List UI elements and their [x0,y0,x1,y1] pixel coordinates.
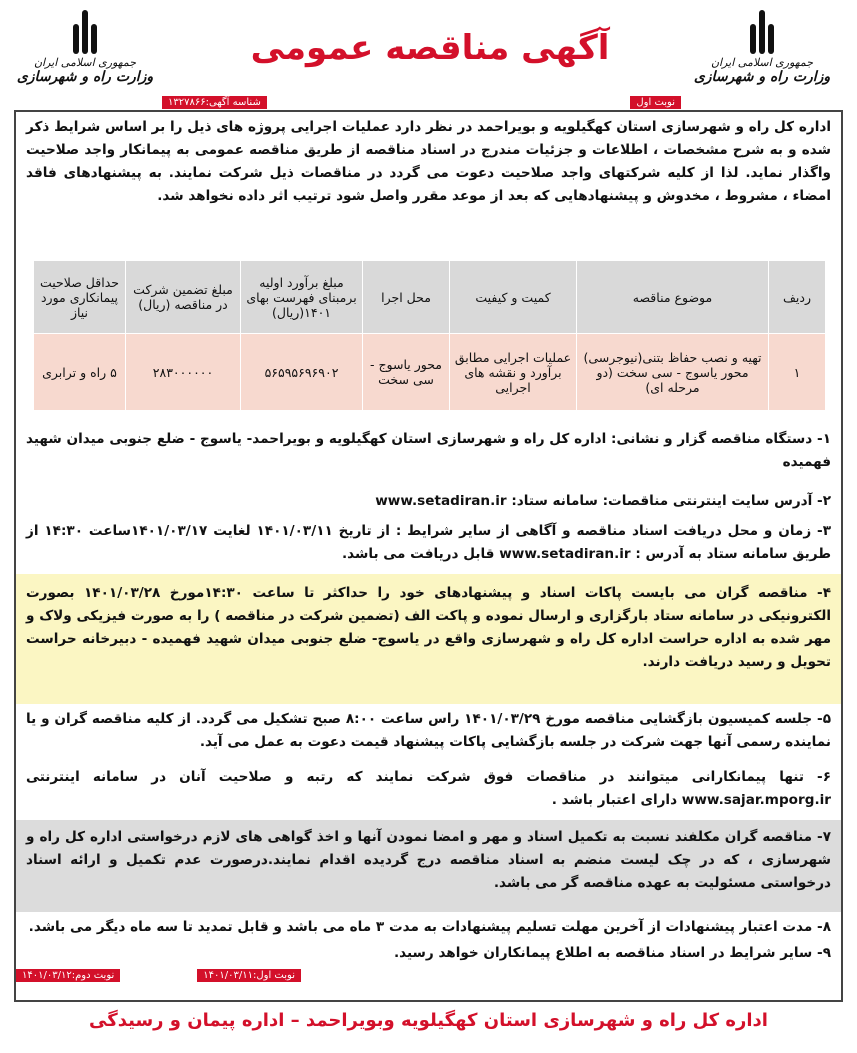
table-header-cell: حداقل صلاحیت پیمانکاری مورد نیاز [34,261,126,334]
logo-ministry-text: وزارت راه و شهرسازی [693,69,831,85]
clause-3 [26,520,831,566]
clause-text: مورخ ۱۴۰۱/۰۳/۲۹ راس ساعت ۸:۰۰ صبح تشکیل می گردد. از کلیه مناقصه گران و یا نماینده رسمی آنها جهت شرکت در جلسه بازگشایی پاکات پیشنهاد قیمت دعوت به عمل می آید. [26,711,831,750]
logo-ministry-text: وزارت راه و شهرسازی [16,69,154,85]
notice-id-badge: شناسه آگهی:۱۳۲۷۸۶۶ [162,96,267,109]
header-logo-left [10,8,160,85]
table-header-cell: محل اجرا [363,261,450,334]
clause-1 [26,428,831,474]
clause-label: ۲- آدرس سایت اینترنتی مناقصات: [602,493,831,509]
table-cell: عملیات اجرایی مطابق برآورد و نقشه های اجرایی [450,334,577,411]
table-header-cell: مبلغ تضمین شرکت در مناقصه (ریال) [126,261,241,334]
table-header-row [34,261,826,334]
clause-label: ۱- دستگاه مناقصه گزار و نشانی: [611,431,831,447]
clause-text: ۶- تنها پیمانکارانی میتوانند در مناقصات فوق شرکت نمایند که رتبه و صلاحیت آنان در سامانه اینترنتی www.sajar.mporg.ir دارای اعتبار باشد . [26,769,831,808]
table-cell: محور یاسوج - سی سخت [363,334,450,411]
clause-9 [26,942,831,965]
clause-6 [26,766,831,812]
intro-paragraph: اداره کل راه و شهرسازی استان کهگیلویه و بویراحمد در نظر دارد عملیات اجرایی پروژه های ذیل را بر اساس شرایط ذکر شده و به شرح مشخصات ، اطلاعات و جزئیات مندرج در اسناد مناقصه از طریق مناقصه عمومی به پیمانکار واجد صلاحیت واگذار نماید. لذا از کلیه شرکتهای واجد صلاحیت دعوت می گردد در مناقصات ذیل شرکت نمایند. به پیشنهادهای فاقد امضاء ، مشروط ، مخدوش و پیشنهادهایی که بعد از موعد مقرر واصل شود ترتیب اثر داده نخواهد شد. [26,119,831,204]
clause-text: ۸- مدت اعتبار پیشنهادات از آخرین مهلت تسلیم پیشنهادات به مدت ۳ ماه می باشد و قابل تمدید تا سه ماه دیگر می باشد. [28,919,831,935]
table-row [34,334,826,411]
table-header-cell: موضوع مناقصه [577,261,769,334]
clause-text: : از تاریخ ۱۴۰۱/۰۳/۱۱ لغایت ۱۴۰۱/۰۳/۱۷ساعت ۱۴:۳۰ از طریق سامانه ستاد به آدرس : www.setadiran.ir قابل دریافت می باشد. [26,523,831,562]
clause-text: ۹- سایر شرایط در اسناد مناقصه به اطلاع پیمانکاران خواهد رسید. [393,945,831,961]
round-badge: نوبت اول [630,96,681,109]
issuer-line: اداره کل راه و شهرسازی استان کهگیلویه وبویراحمد – اداره پیمان و رسیدگی [89,1010,768,1031]
table-cell: ۵ راه و ترابری [34,334,126,411]
second-round-date: نوبت دوم:۱۴۰۱/۰۳/۱۲ [16,969,120,982]
table-cell: ۵۶۵۹۵۶۹۶۹۰۲ [241,334,363,411]
table-header-cell: مبلغ برآورد اولیه برمبنای فهرست بهای ۱۴۰۱(ریال) [241,261,363,334]
clause-label: ۳- زمان و محل دریافت اسناد مناقصه و آگاهی از سایر شرایط [407,523,832,539]
clause-label: ۵- جلسه کمیسیون بازگشایی مناقصه [584,711,831,727]
table-header-cell: کمیت و کیفیت [450,261,577,334]
clause-text: سامانه ستاد: www.setadiran.ir [375,493,598,509]
table-header-cell: ردیف [769,261,826,334]
footer-dates [16,969,841,985]
clause-4 [26,582,831,674]
first-round-date: نوبت اول:۱۴۰۱/۰۳/۱۱ [197,969,301,982]
emblem-icon [65,8,105,54]
clause-5 [26,708,831,754]
logo-country-text: جمهوری اسلامی ایران [33,56,137,69]
logo-country-text: جمهوری اسلامی ایران [710,56,814,69]
clause-7 [26,826,831,895]
tender-table [33,260,826,411]
table-cell: تهیه و نصب حفاظ بتنی(نیوجرسی) محور یاسوج - سی سخت (دو مرحله ای) [577,334,769,411]
clause-8 [26,916,831,939]
clause-text: اداره کل راه و شهرسازی استان کهگیلویه و بویراحمد- یاسوج - ضلع جنوبی میدان شهید فهمیده [26,431,831,470]
clause-text: ۷- مناقصه گران مکلفند نسبت به تکمیل اسناد و مهر و امضا نمودن آنها و اخذ گواهی های لازم درخواستی اداره کل راه و شهرسازی ، که در چک لیست منضم به اسناد مناقصه درج گردیده اقدام نمایند.درصورت عدم تکمیل و ارائه اسناد درخواستی مسئولیت به عهده مناقصه گر می باشد. [26,829,831,891]
header-logo-right [687,8,837,85]
page-title: آگهی مناقصه عمومی [250,28,610,68]
clause-text: ۴- مناقصه گران می بایست پاکات اسناد و پیشنهادهای خود را حداکثر تا ساعت ۱۴:۳۰مورخ ۱۴۰۱/۰۳/۲۸ بصورت الکترونیکی در سامانه ستاد بارگزاری و ارسال نموده و پاکت الف (تضمین شرکت در مناقصه ) را به صورت فیزیکی ولاک و مهر شده به اداره حراست اداره کل راه و شهرسازی واقع در یاسوج- ضلع جنوبی میدان شهید فهمیده - دبیرخانه حراست تحویل و رسید دریافت دارند. [26,585,831,670]
clause-2 [26,490,831,513]
table-cell: ۲۸۳۰۰۰۰۰۰ [126,334,241,411]
emblem-icon [742,8,782,54]
table-cell: ۱ [769,334,826,411]
